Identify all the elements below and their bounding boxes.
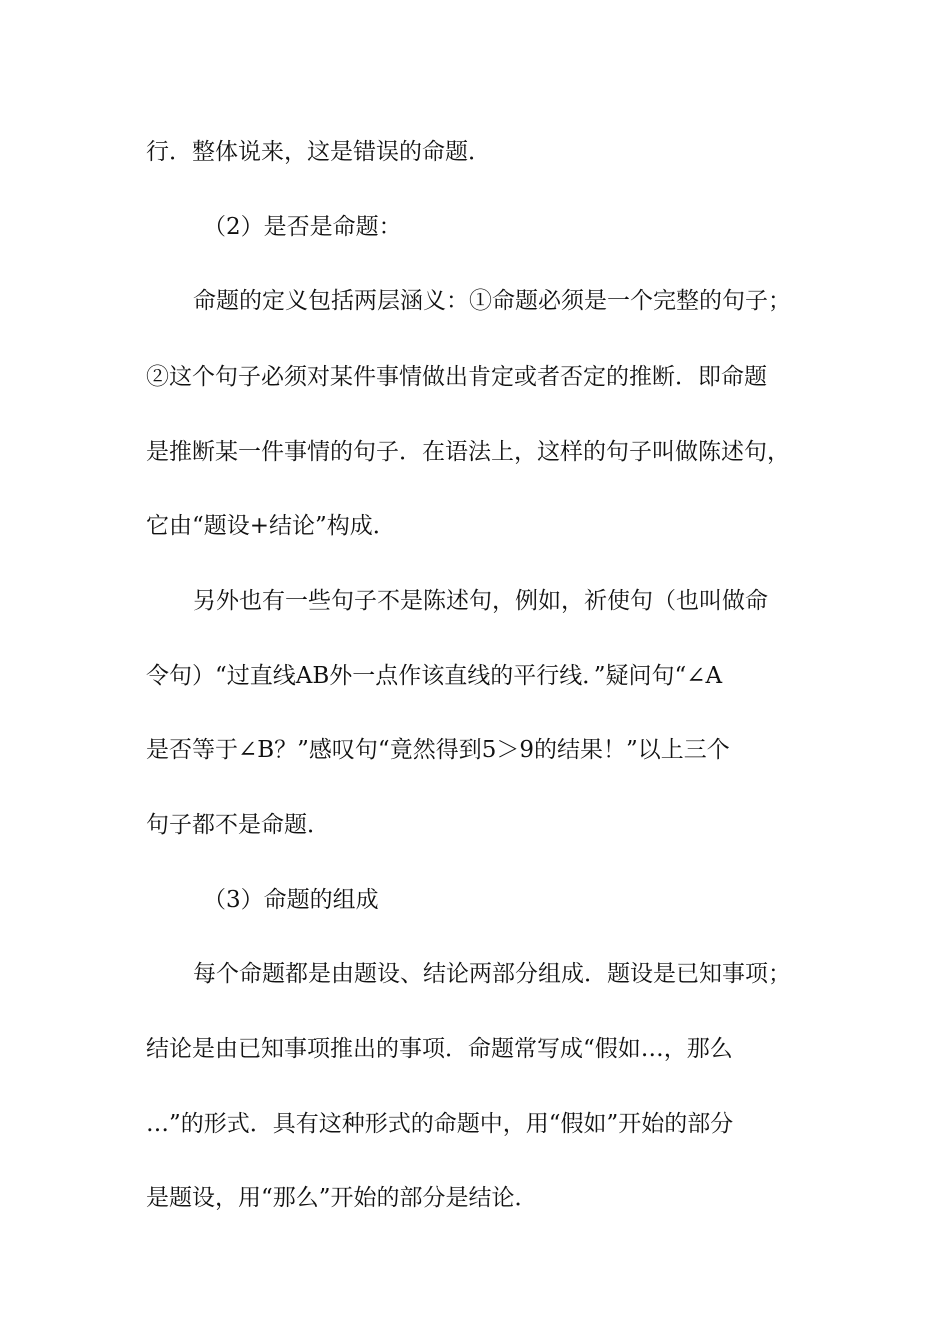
- text-line: 行．整体说来，这是错误的命题．: [146, 139, 491, 165]
- section-heading: （2）是否是命题：: [203, 214, 402, 240]
- text-line: 结论是由已知事项推出的事项．命题常写成“假如…，那么: [146, 1036, 733, 1062]
- text-line: ②这个句子必须对某件事情做出肯定或者否定的推断．即命题: [146, 364, 767, 390]
- text-line: 另外也有一些句子不是陈述句，例如，祈使句（也叫做命: [193, 588, 768, 614]
- text-line: 是否等于∠B？”感叹句“竟然得到5＞9的结果！”以上三个: [146, 737, 730, 763]
- text-line: 是题设，用“那么”开始的部分是结论．: [146, 1185, 538, 1211]
- text-line: 它由“题设+结论”构成．: [146, 513, 396, 539]
- text-line: 句子都不是命题．: [146, 812, 330, 838]
- text-line: 是推断某一件事情的句子．在语法上，这样的句子叫做陈述句，: [146, 439, 790, 465]
- text-line: 令句）“过直线AB外一点作该直线的平行线．”疑问句“∠A: [146, 663, 723, 689]
- text-line: 命题的定义包括两层涵义：①命题必须是一个完整的句子；: [193, 288, 791, 314]
- text-line: …”的形式．具有这种形式的命题中，用“假如”开始的部分: [146, 1111, 734, 1137]
- section-heading: （3）命题的组成: [203, 887, 379, 913]
- text-line: 每个命题都是由题设、结论两部分组成．题设是已知事项；: [193, 961, 791, 987]
